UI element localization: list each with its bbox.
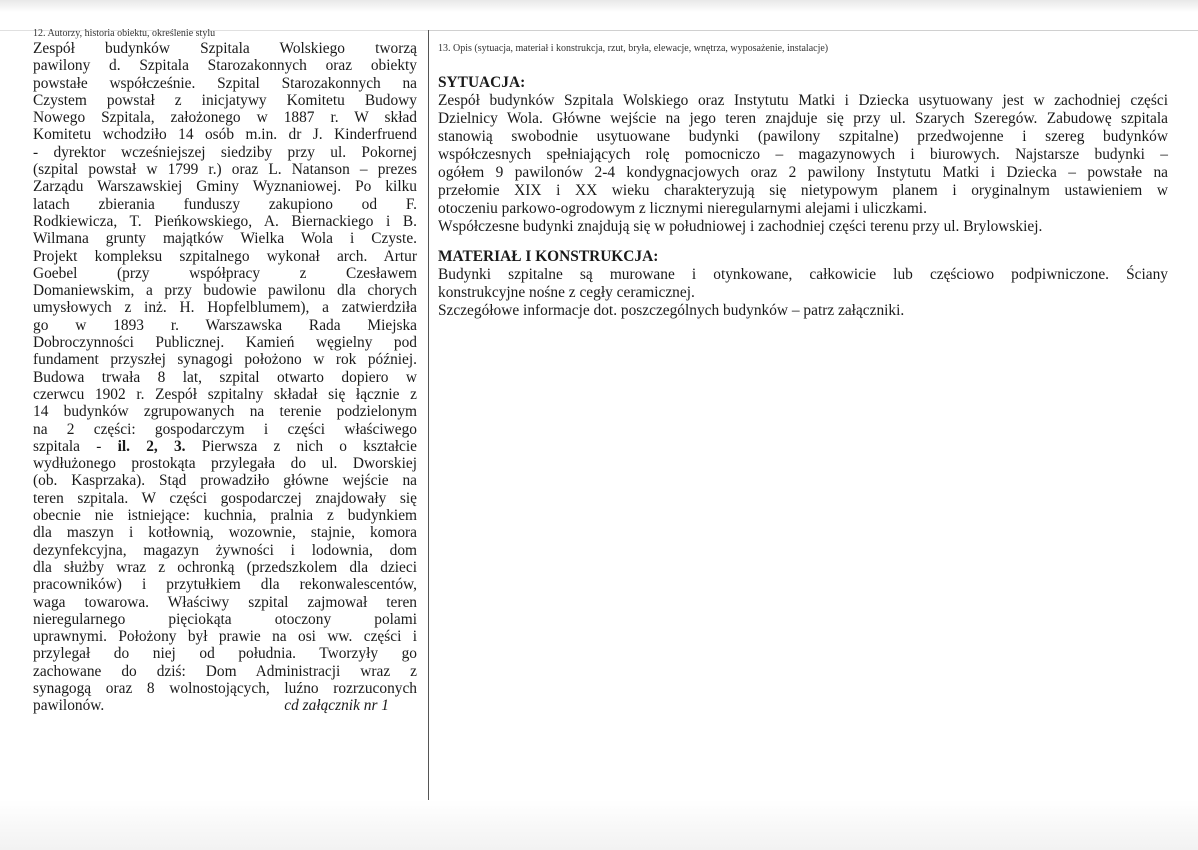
text-line: synagogą oraz 8 wolnostojących, luźno rozrzuconych — [33, 679, 417, 697]
text-line: pawilony d. Szpitala Starozakonnych oraz obiekty — [33, 57, 417, 75]
text-line: Zespół budynków Szpitala Wolskiego tworzą — [33, 40, 417, 57]
text-line: Domaniewskim, a przy budowie pawilonu dla chorych — [33, 282, 417, 300]
text-line: przełomie XIX i XX wieku charakteryzują się nietypowym planem i oryginalnym ustawieniem w — [438, 182, 1168, 199]
text-line: przylegał do niej od południa. Tworzyły go — [33, 645, 417, 663]
illustration-reference: il. 2, 3. — [117, 437, 186, 455]
text-line: Dobroczynności Publicznej. Kamień węgielny pod — [33, 334, 417, 352]
text-line: stanowią swobodnie usytuowane budynki (pawilony szpitalne) przedwojenne i szereg budynków — [438, 128, 1168, 145]
scan-bottom-shadow — [0, 800, 1198, 850]
top-rule-right — [428, 30, 1198, 31]
scan-edge — [0, 0, 1198, 12]
text-line: fundament przyszłej synagogi położono w rok później. — [33, 351, 417, 369]
text-line: Budynki szpitalne są murowane i otynkowane, całkowicie lub częściowo podpiwniczone. Ściany — [438, 266, 1168, 283]
text-line: dezynfekcyjna, magazyn żywności i lodownia, dom — [33, 541, 417, 559]
text-line: Komitetu wchodziło 14 osób m.in. dr J. Kinderfruend — [33, 126, 417, 144]
section-heading: SYTUACJA: — [438, 74, 526, 91]
text-line: Szczegółowe informacje dot. poszczególnych budynków – patrz załączniki. — [438, 302, 905, 319]
text-line: Goebel (przy współpracy z Czesławem — [33, 264, 417, 282]
field-label-12: 12. Autorzy, historia obiektu, określenie stylu — [33, 28, 216, 39]
column-divider — [428, 30, 429, 805]
field-label-13: 13. Opis (sytuacja, materiał i konstrukcja, rzut, bryła, elewacje, wnętrza, wyposażenie, instalacje) — [438, 43, 829, 54]
text-line: obecnie nie istniejące: kuchnia, pralnia z budynkiem — [33, 507, 417, 525]
left-body-text — [33, 40, 417, 715]
text-line: (ob. Kasprzaka). Stąd prowadziło główne wejście na — [33, 472, 417, 490]
text-line: Dzielnicy Wola. Główne wejście na jego teren znajduje się przy ul. Szarych Szeregów. Zabudowę szpitala — [438, 110, 1168, 127]
text-line: pracowników) i przytułkiem dla rekonwalescentów, — [33, 576, 417, 594]
section-gap — [438, 236, 1168, 248]
text-line: dla służby wraz z ochronką (przedszkolem dla dzieci — [33, 558, 417, 576]
text-line: Budowa trwała 8 lat, szpital otwarto dopiero w — [33, 368, 417, 386]
text-line: Czystem powstał z inicjatywy Komitetu Budowy — [33, 91, 417, 109]
text-line: umysłowych z inż. H. Hopfelblumem), a zatwierdziła — [33, 299, 417, 317]
text-line: Współczesne budynki znajdują się w południowej i zachodniej części terenu przy ul. Brylowskiej. — [438, 218, 1043, 235]
text-line: Zespół budynków Szpitala Wolskiego oraz Instytutu Matki i Dziecka usytuowany jest w zachodniej części — [438, 92, 1168, 109]
text-line: Zarządu Warszawskiej Gminy Wyznaniowej. Po kilku — [33, 178, 417, 196]
right-body-text — [438, 74, 1168, 320]
text-line: Projekt kompleksu szpitalnego wykonał arch. Artur — [33, 247, 417, 265]
text-fragment: Pierwsza z nich o kształcie — [185, 437, 417, 455]
text-line: nieregularnego pięciokąta otoczony polami — [33, 610, 417, 628]
text-line: dla maszyn i kotłownią, wozownie, stajnie, komora — [33, 524, 417, 542]
text-fragment: szpitala - — [33, 437, 118, 455]
text-line: waga towarowa. Właściwy szpital zajmował teren — [33, 593, 417, 611]
text-line: latach zbierania funduszy zakupiono od F. — [33, 195, 417, 213]
text-line: wydłużonego prostokąta przylegała do ul. Dworskiej — [33, 455, 417, 473]
left-column-header — [33, 28, 417, 40]
text-line — [33, 697, 417, 714]
section-heading: MATERIAŁ I KONSTRUKCJA: — [438, 248, 659, 265]
text-line: teren szpitala. W części gospodarczej znajdowały się — [33, 489, 417, 507]
text-line: (szpital powstał w 1799 r.) oraz L. Natanson – prezes — [33, 161, 417, 179]
text-line: Rodkiewicza, T. Pieńkowskiego, A. Biernackiego i B. — [33, 212, 417, 230]
text-line: - dyrektor wcześniejszej siedziby przy ul. Pokornej — [33, 143, 417, 161]
text-line: go w 1893 r. Warszawska Rada Miejska — [33, 316, 417, 334]
text-line: 14 budynków zgrupowanych na terenie podzielonym — [33, 403, 417, 421]
text-line: współczesnych spełniających rolę pomocniczo – magazynowych i biurowych. Najstarsze budynki – — [438, 146, 1168, 163]
text-line: konstrukcyjne nośne z cegły ceramicznej. — [438, 284, 695, 301]
text-line: zachowane do dziś: Dom Administracji wraz z — [33, 662, 417, 680]
continuation-note: cd załącznik nr 1 — [284, 697, 389, 715]
text-line: Wilmana grunty majątków Wielka Wola i Czyste. — [33, 230, 417, 248]
text-line: uprawnymi. Położony był prawie na osi ww. części i — [33, 628, 417, 646]
text-line: powstałe współcześnie. Szpital Starozakonnych na — [33, 74, 417, 92]
text-line: Nowego Szpitala, założonego w 1887 r. W skład — [33, 109, 417, 127]
text-line: ogółem 9 pawilonów 2-4 kondygnacjowych oraz 2 pawilony Instytutu Matki i Dziecka – powstałe na — [438, 164, 1168, 181]
text-line: otoczeniu parkowo-ogrodowym z licznymi nieregularnymi alejami i uliczkami. — [438, 200, 927, 217]
text-line: na 2 części: gospodarczym i części właściwego — [33, 420, 417, 438]
text-line — [33, 438, 417, 455]
text-fragment: pawilonów. — [33, 697, 105, 715]
text-line: czerwcu 1902 r. Zespół szpitalny składał się łącznie z — [33, 385, 417, 403]
